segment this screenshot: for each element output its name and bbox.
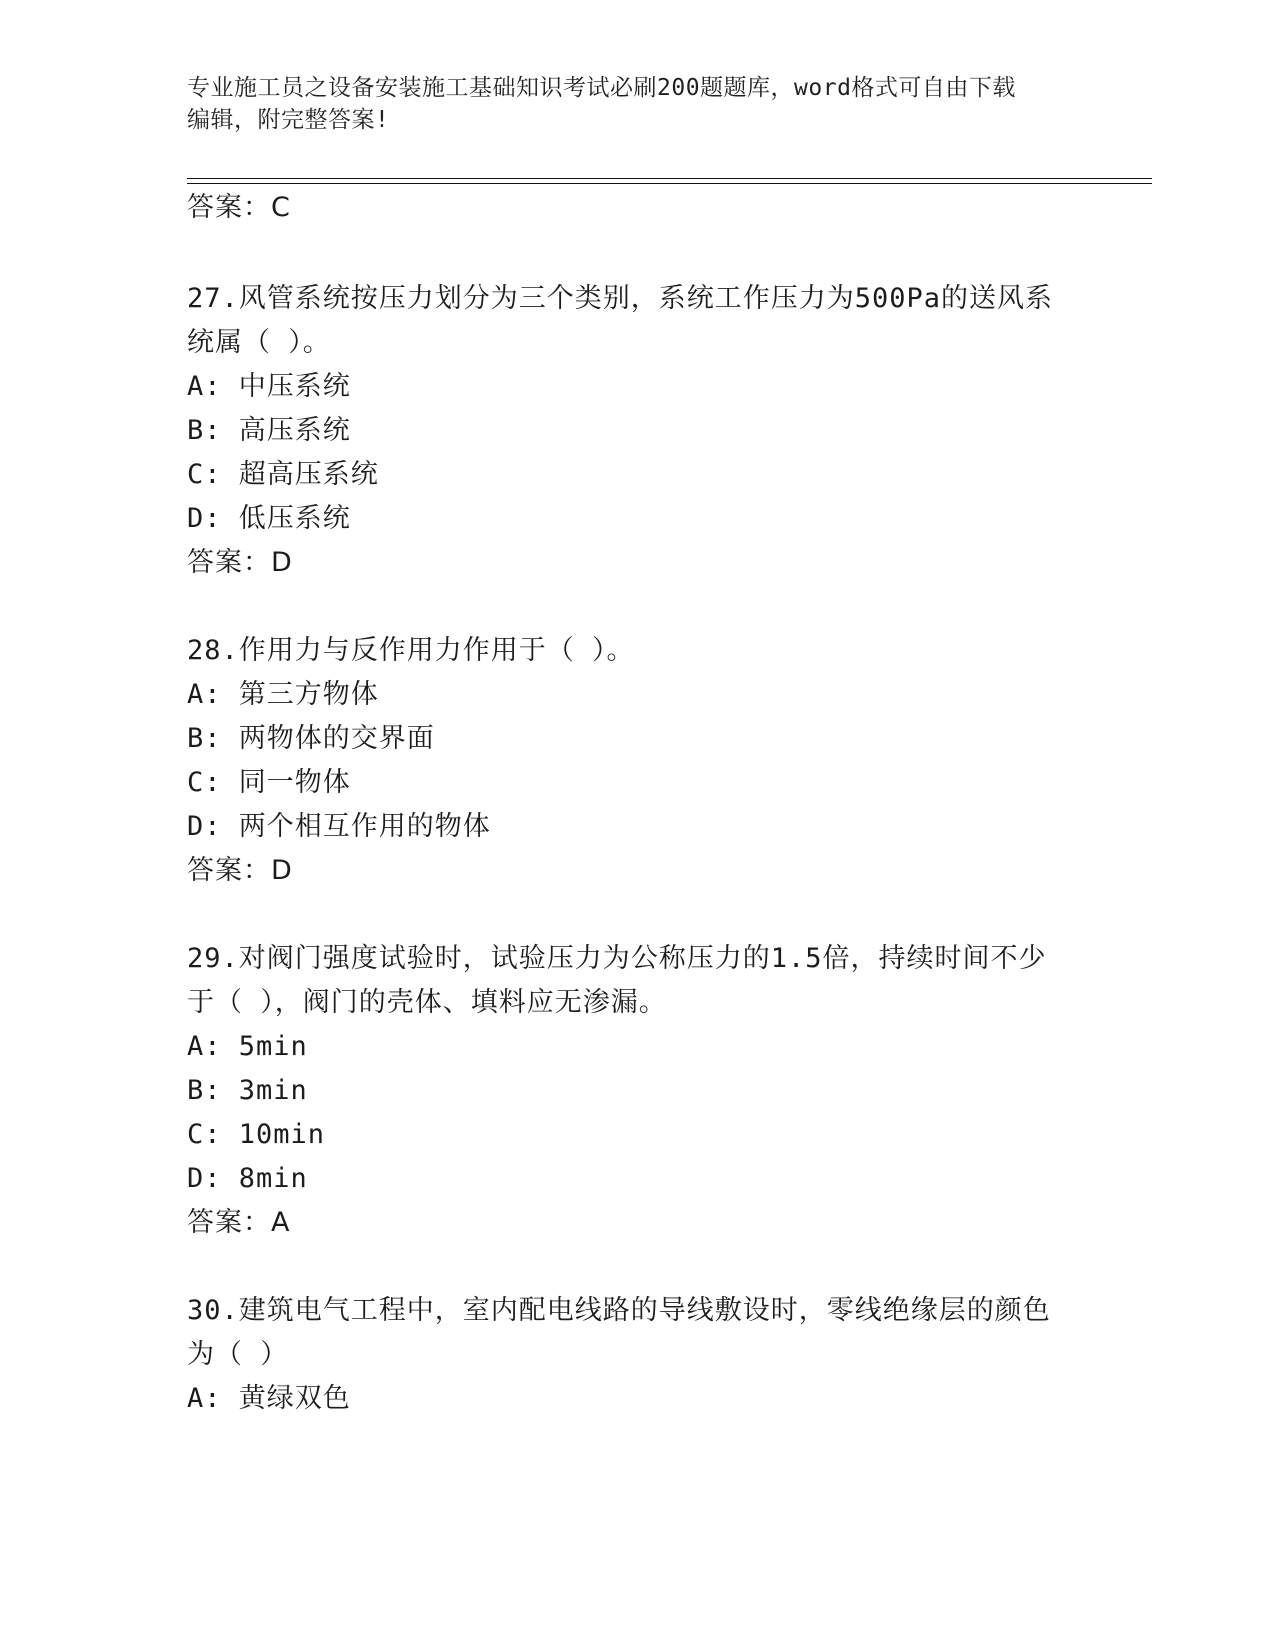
question-30-option-a: A: 黄绿双色 (187, 1383, 351, 1414)
question-27-stem-line-2: 统属（ ）。 (187, 327, 331, 358)
document-header (187, 72, 1077, 136)
header-divider-bottom (187, 183, 1152, 184)
question-29-stem-line-1: 29.对阀门强度试验时，试验压力为公称压力的1.5倍，持续时间不少 (187, 943, 1047, 974)
header-line-1: 专业施工员之设备安装施工基础知识考试必刷200题题库，word格式可自由下载 (187, 75, 1016, 101)
answer-line: 答案：C (187, 192, 291, 223)
question-27-option-b: B: 高压系统 (187, 415, 351, 446)
question-27-option-d: D: 低压系统 (187, 503, 351, 534)
question-27-answer: 答案：D (187, 547, 293, 578)
question-28-option-c: C: 同一物体 (187, 767, 351, 798)
header-line-2: 编辑，附完整答案! (187, 107, 390, 133)
question-27-option-c: C: 超高压系统 (187, 459, 379, 490)
question-27-option-a: A: 中压系统 (187, 371, 351, 402)
question-29-stem-line-2: 于（ ），阀门的壳体、填料应无渗漏。 (187, 987, 667, 1018)
question-28-option-d: D: 两个相互作用的物体 (187, 811, 491, 842)
question-29-option-a: A: 5min (187, 1031, 308, 1062)
question-30-stem-line-1: 30.建筑电气工程中，室内配电线路的导线敷设时，零线绝缘层的颜色 (187, 1295, 1051, 1326)
header-divider-top (187, 178, 1152, 179)
question-28-option-a: A: 第三方物体 (187, 679, 379, 710)
question-30-stem-line-2: 为（ ） (187, 1339, 289, 1370)
question-28-option-b: B: 两物体的交界面 (187, 723, 435, 754)
question-28-answer: 答案：D (187, 855, 293, 886)
question-29-option-b: B: 3min (187, 1075, 308, 1106)
question-29-answer: 答案：A (187, 1207, 291, 1238)
question-29-option-d: D: 8min (187, 1163, 308, 1194)
question-28-stem-line-1: 28.作用力与反作用力作用于（ ）。 (187, 635, 635, 666)
question-27-stem-line-1: 27.风管系统按压力划分为三个类别，系统工作压力为500Pa的送风系 (187, 283, 1054, 314)
question-29-option-c: C: 10min (187, 1119, 326, 1150)
